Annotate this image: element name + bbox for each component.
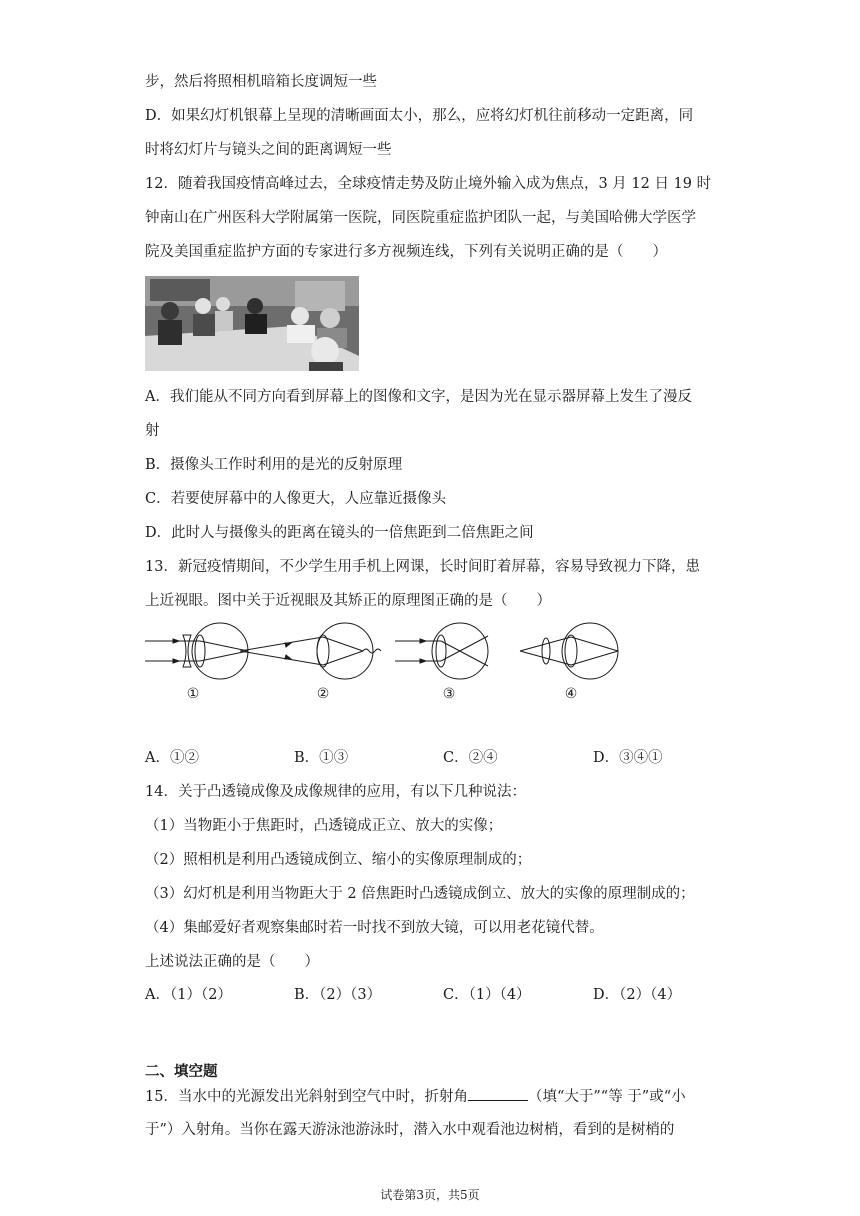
answer-blank[interactable]: [468, 1086, 528, 1101]
statement-2: （2）照相机是利用凸透镜成倒立、缩小的实像原理制成的；: [145, 852, 532, 868]
page-footer: 试卷第3页，共5页: [380, 1188, 480, 1202]
text-line: 时将幻灯片与镜头之间的距离调短一些: [145, 142, 392, 158]
eye-diagram-3: [395, 623, 488, 679]
q15-text-before: 15．当水中的光源发出光斜射到空气中时，折射角: [145, 1089, 468, 1105]
option-a-cont: 射: [145, 423, 160, 439]
text-line: D．如果幻灯机银幕上呈现的清晰画面太小，那么，应将幻灯机往前移动一定距离，同: [145, 108, 694, 124]
q14-option-b: B．（2）（3）: [294, 987, 382, 1003]
diagram-label: ③: [442, 686, 456, 701]
question-12-stem: 12．随着我国疫情高峰过去，全球疫情走势及防止境外输入成为焦点，3 月 12 日 19 时: [145, 176, 712, 192]
question-13-stem: 上近视眼。图中关于近视眼及其矫正的原理图正确的是（ ）: [145, 593, 551, 609]
q13-option-c: C．②④: [443, 750, 498, 766]
question-15-stem: 于”）入射角。当你在露天游泳池游泳时，潜入水中观看池边树梢，看到的是树梢的: [145, 1122, 675, 1138]
statement-3: （3）幻灯机是利用当物距大于 2 倍焦距时凸透镜成倒立、放大的实像的原理制成的；: [145, 886, 695, 902]
question-14-prompt: 上述说法正确的是（ ）: [145, 954, 319, 970]
q13-option-d: D．③④①: [593, 750, 663, 766]
q13-option-b: B．①③: [294, 750, 349, 766]
diagram-label: ④: [564, 686, 578, 701]
option-d: D．此时人与摄像头的距离在镜头的一倍焦距到二倍焦距之间: [145, 525, 534, 541]
option-b: B．摄像头工作时利用的是光的反射原理: [145, 457, 403, 473]
eye-diagram-1: [145, 623, 248, 679]
question-12-stem: 钟南山在广州医科大学附属第一医院，同医院重症监护团队一起，与美国哈佛大学医学: [145, 210, 696, 226]
q14-option-a: A．（1）（2）: [145, 987, 232, 1003]
q15-text-after: （填“大于”“等 于”或“小: [527, 1089, 686, 1105]
option-c: C．若要使屏幕中的人像更大，人应靠近摄像头: [145, 491, 447, 507]
question-13-stem: 13．新冠疫情期间，不少学生用手机上网课，长时间盯着屏幕，容易导致视力下降，患: [145, 559, 700, 575]
question-14-stem: 14．关于凸透镜成像及成像规律的应用，有以下几种说法：: [145, 784, 526, 800]
diagram-label: ②: [316, 686, 330, 701]
video-conference-photo: [145, 276, 359, 371]
option-a: A．我们能从不同方向看到屏幕上的图像和文字，是因为光在显示器屏幕上发生了漫反: [145, 389, 692, 405]
section-heading: 二、填空题: [145, 1064, 218, 1080]
question-12-stem: 院及美国重症监护方面的专家进行多方视频连线，下列有关说明正确的是（ ）: [145, 244, 667, 260]
eye-diagram-4: [520, 623, 618, 679]
diagram-label: ①: [186, 686, 200, 701]
eye-diagram-2: [240, 623, 381, 679]
q13-option-a: A．①②: [145, 750, 199, 766]
statement-1: （1）当物距小于焦距时，凸透镜成正立、放大的实像；: [145, 818, 503, 834]
q14-option-d: D．（2）（4）: [593, 987, 682, 1003]
question-15-stem: [145, 1086, 686, 1107]
statement-4: （4）集邮爱好者观察集邮时若一时找不到放大镜，可以用老花镜代替。: [145, 920, 604, 936]
eye-diagrams: [145, 621, 625, 701]
q14-option-c: C．（1）（4）: [443, 987, 531, 1003]
text-line: 步，然后将照相机暗箱长度调短一些: [145, 74, 377, 90]
